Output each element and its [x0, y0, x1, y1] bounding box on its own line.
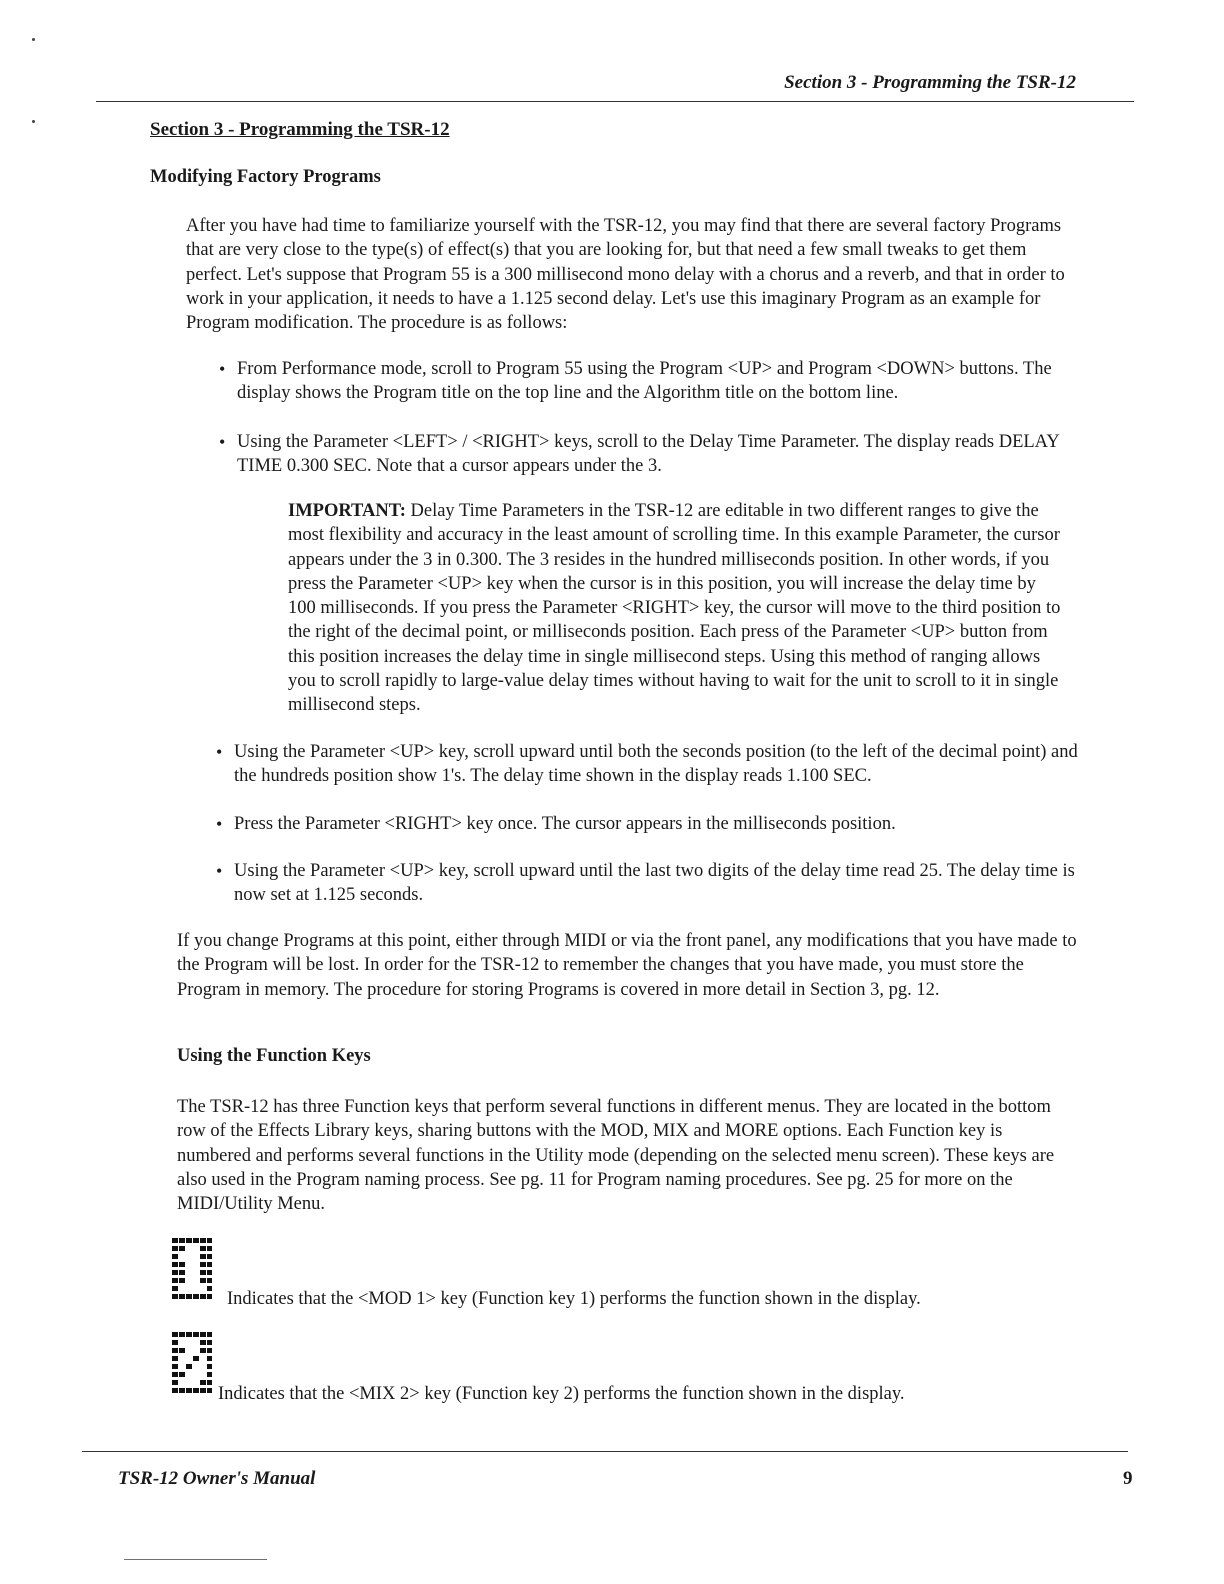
bullet-icon: • [216, 814, 223, 834]
important-label: IMPORTANT: [288, 501, 406, 521]
footer-manual-title: TSR-12 Owner's Manual [118, 1468, 316, 1489]
subheading-modifying: Modifying Factory Programs [150, 167, 381, 187]
function-keys-paragraph: The TSR-12 has three Function keys that perform several functions in different menus. They are located in the bottom row of the Effects Library keys, sharing buttons with the MOD, MIX and MORE options. Each Function key is numbered and performs several functions in the Utility mode (depending on the selected menu screen). These keys are also used in the Program naming process. See pg. 11 for Program naming procedures. See pg. 25 for more on the MIDI/Utility Menu. [177, 1097, 1055, 1215]
step-text: Using the Parameter <UP> key, scroll upward until both the seconds position (to the left of the decimal point) and the hundreds position show 1's. The delay time shown in the display reads 1.100 SEC. [234, 742, 1078, 787]
function-key-1-text: Indicates that the <MOD 1> key (Function key 1) performs the function shown in the display. [227, 1289, 921, 1309]
intro-paragraph: After you have had time to familiarize yourself with the TSR-12, you may find that there are several factory Programs that are very close to the type(s) of effect(s) that you are looking for, but that need a few small tweaks to get them perfect. Let's suppose that Program 55 is a 300 millisecond mono delay with a chorus and a reverb, and that in order to work in your application, it needs to have a 1.125 second delay. Let's use this imaginary Program as an example for Program modification. The procedure is as follows: [186, 216, 1065, 334]
important-note [288, 499, 1066, 718]
list-item [219, 430, 1077, 479]
step-text: Using the Parameter <UP> key, scroll upward until the last two digits of the delay time read 25. The delay time is now set at 1.125 seconds. [234, 861, 1075, 906]
scan-edge-line [124, 1559, 267, 1560]
bullet-icon: • [219, 359, 226, 379]
scan-mark [32, 38, 35, 41]
list-item [219, 357, 1077, 406]
page-number: 9 [1123, 1468, 1133, 1489]
important-text: Delay Time Parameters in the TSR-12 are editable in two different ranges to give the most flexibility and accuracy in the least amount of scrolling time. In this example Parameter, the cursor appears under the 3 in 0.300. The 3 resides in the hundred milliseconds position. In other words, if you press the Parameter <UP> key when the cursor is in this position, you will increase the delay time by 100 milliseconds. If you press the Parameter <RIGHT> key, the cursor will move to the third position to the right of the decimal point, or milliseconds position. Each press of the Parameter <UP> button from this position increases the delay time in single millisecond steps. Using this method of ranging allows you to scroll rapidly to large-value delay times without having to wait for the unit to scroll to it in single millisecond steps. [288, 501, 1061, 716]
function-key-1-icon [172, 1238, 212, 1302]
list-item [216, 740, 1080, 789]
bullet-icon: • [216, 742, 223, 762]
step-text: Using the Parameter <LEFT> / <RIGHT> keys, scroll to the Delay Time Parameter. The display reads DELAY TIME 0.300 SEC. Note that a cursor appears under the 3. [237, 432, 1060, 477]
list-item [216, 812, 1080, 836]
closing-paragraph: If you change Programs at this point, either through MIDI or via the front panel, any modifications that you have made to the Program will be lost. In order for the TSR-12 to remember the changes that you have made, you must store the Program in memory. The procedure for storing Programs is covered in more detail in Section 3, pg. 12. [177, 931, 1077, 1000]
scan-mark [32, 120, 35, 123]
subheading-function-keys: Using the Function Keys [177, 1046, 371, 1066]
header-rule [96, 101, 1134, 102]
list-item [216, 859, 1080, 908]
running-header: Section 3 - Programming the TSR-12 [784, 72, 1076, 93]
section-title: Section 3 - Programming the TSR-12 [150, 119, 450, 140]
function-key-2-icon [172, 1332, 212, 1396]
step-text: Press the Parameter <RIGHT> key once. The cursor appears in the milliseconds position. [234, 814, 896, 834]
bullet-icon: • [216, 861, 223, 881]
footer-rule [82, 1451, 1128, 1452]
function-key-2-text: Indicates that the <MIX 2> key (Function key 2) performs the function shown in the display. [218, 1384, 905, 1404]
step-text: From Performance mode, scroll to Program 55 using the Program <UP> and Program <DOWN> buttons. The display shows the Program title on the top line and the Algorithm title on the bottom line. [237, 359, 1052, 404]
bullet-icon: • [219, 432, 226, 452]
